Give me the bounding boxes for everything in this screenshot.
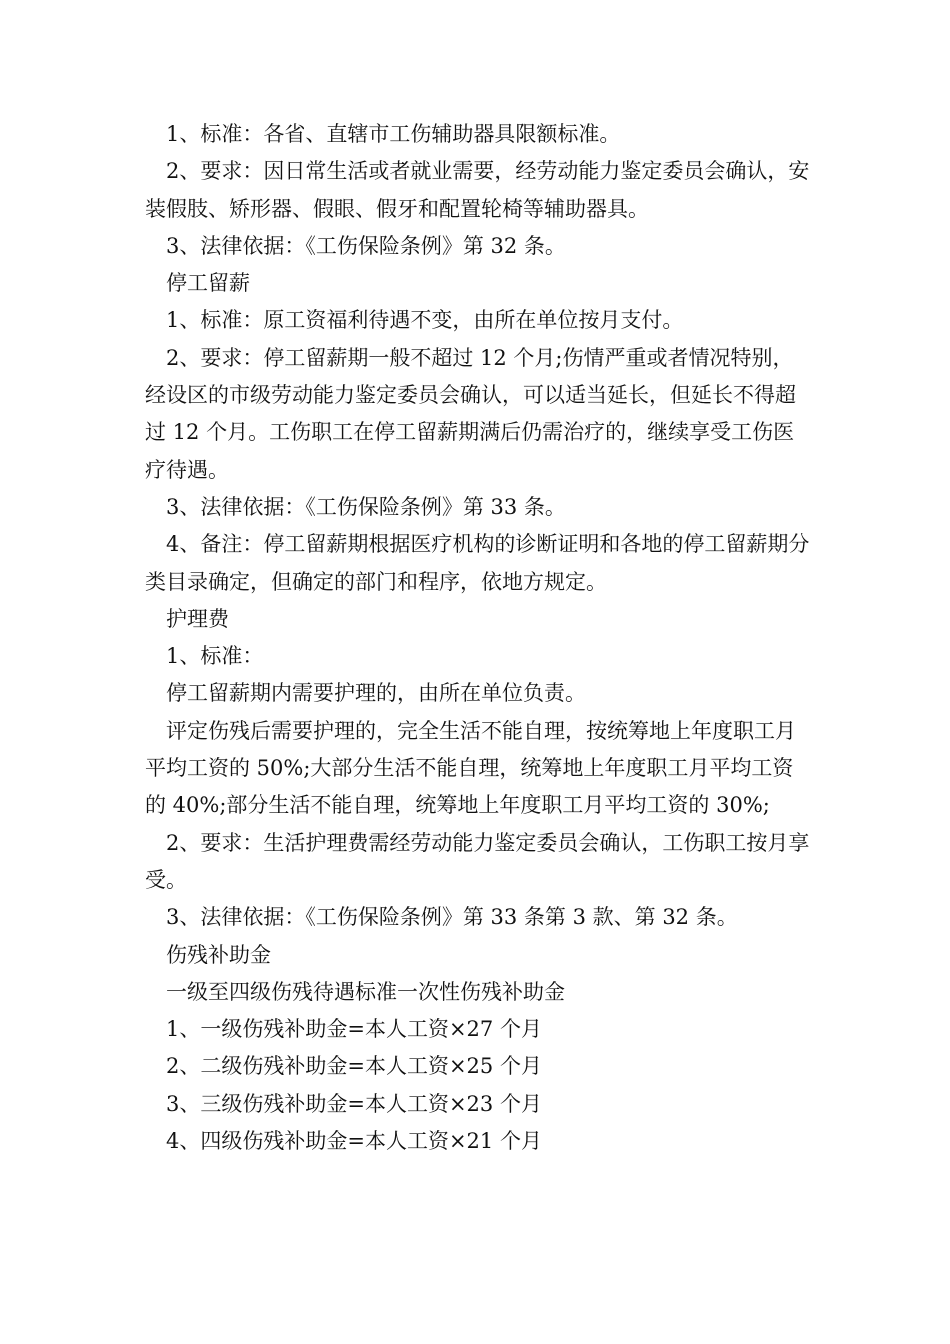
paragraph-requirement-assistive: 2、要求：因日常生活或者就业需要，经劳动能力鉴定委员会确认，安装假肢、矫形器、假眼、假牙和配置轮椅等辅助器具。 [145, 159, 810, 221]
paragraph-nursing-after-assessment: 评定伤残后需要护理的，完全生活不能自理，按统筹地上年度职工月平均工资的 50%;大部分生活不能自理，统筹地上年度职工月平均工资的 40%;部分生活不能自理，统筹地上年度职工月平均工资的 30%; [145, 718, 796, 818]
section-heading-paid-leave: 停工留薪 [166, 271, 250, 296]
paragraph-requirement-paid-leave: 2、要求：停工留薪期一般不超过 12 个月;伤情严重或者情况特别，经设区的市级劳动能力鉴定委员会确认，可以适当延长，但延长不得超过 12 个月。工伤职工在停工留薪期满后仍需治疗的，继续享受工伤医疗待遇。 [145, 345, 796, 482]
paragraph-legal-basis-paid-leave: 3、法律依据：《工伤保险条例》第 33 条。 [166, 494, 566, 519]
paragraph-requirement-nursing: 2、要求：生活护理费需经劳动能力鉴定委员会确认，工伤职工按月享受。 [145, 830, 810, 892]
paragraph-nursing-during-leave: 停工留薪期内需要护理的，由所在单位负责。 [166, 681, 586, 706]
list-item-grade-1: 1、一级伤残补助金=本人工资×27 个月 [166, 1017, 542, 1042]
paragraph-standard-paid-leave: 1、标准：原工资福利待遇不变，由所在单位按月支付。 [166, 308, 684, 333]
paragraph-note-paid-leave: 4、备注：停工留薪期根据医疗机构的诊断证明和各地的停工留薪期分类目录确定，但确定的部门和程序，依地方规定。 [145, 532, 810, 594]
list-item-grade-3: 3、三级伤残补助金=本人工资×23 个月 [166, 1091, 542, 1116]
paragraph-disability-grades-1-4: 一级至四级伤残待遇标准一次性伤残补助金 [166, 979, 565, 1004]
paragraph-legal-basis-nursing: 3、法律依据：《工伤保险条例》第 33 条第 3 款、第 32 条。 [166, 905, 738, 930]
paragraph-standard-assistive: 1、标准：各省、直辖市工伤辅助器具限额标准。 [166, 122, 621, 146]
paragraph-standard-nursing: 1、标准： [166, 644, 264, 669]
list-item-grade-2: 2、二级伤残补助金=本人工资×25 个月 [166, 1054, 542, 1079]
paragraph-legal-basis-assistive: 3、法律依据：《工伤保险条例》第 32 条。 [166, 233, 566, 258]
section-heading-nursing-fee: 护理费 [166, 606, 229, 631]
section-heading-disability-subsidy: 伤残补助金 [166, 942, 271, 967]
list-item-grade-4: 4、四级伤残补助金=本人工资×21 个月 [166, 1129, 542, 1154]
document-body [145, 116, 810, 1160]
